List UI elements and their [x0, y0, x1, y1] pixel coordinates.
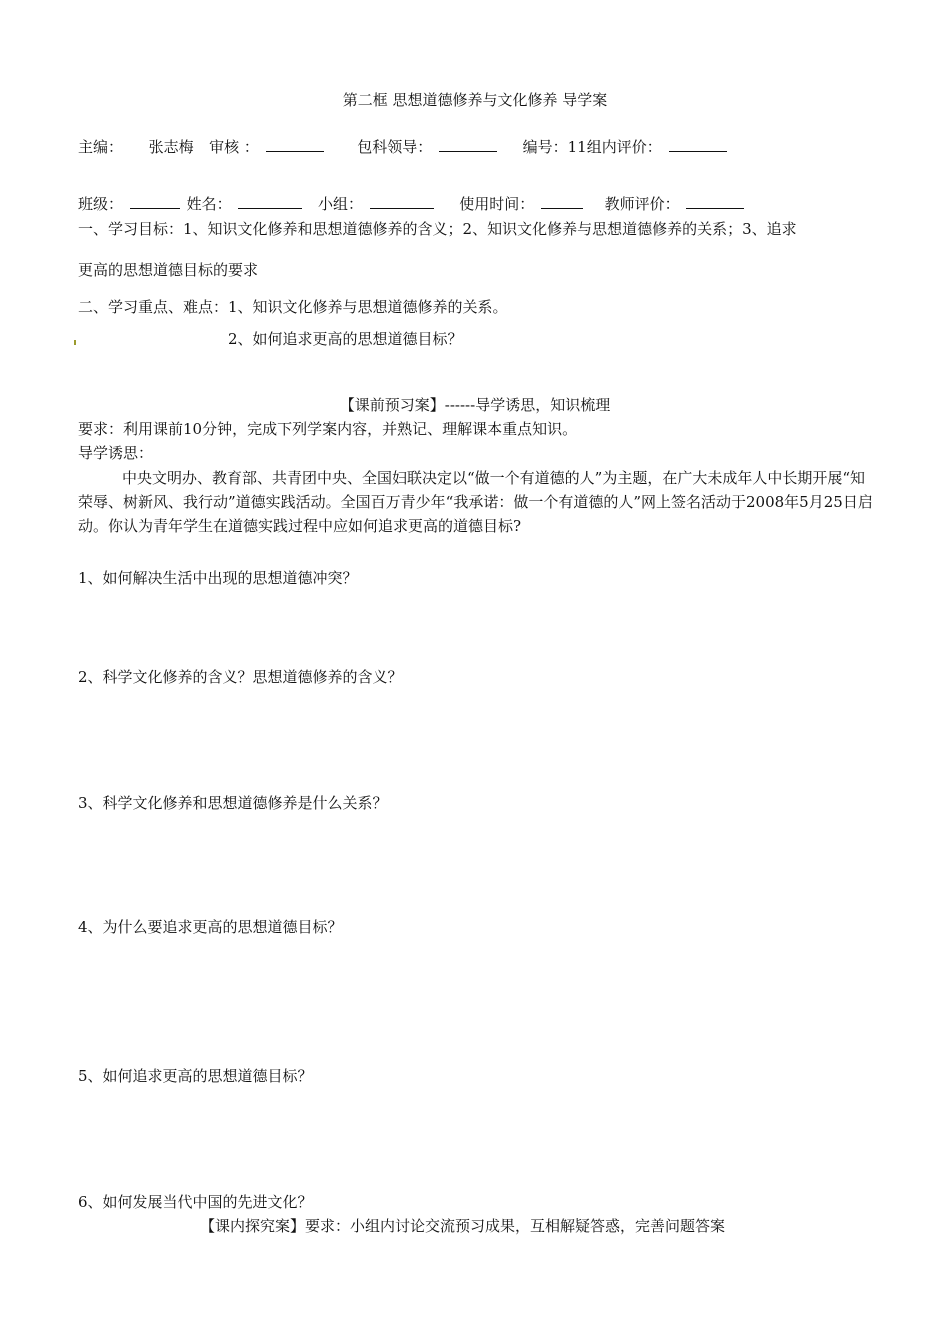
question-3: 3、科学文化修养和思想道德修养是什么关系？ — [78, 794, 388, 812]
header-row-2 — [78, 194, 746, 214]
reviewer-label: 审核 ： — [209, 138, 259, 156]
class-field[interactable] — [130, 194, 180, 209]
question-4: 4、为什么要追求更高的思想道德目标？ — [78, 918, 343, 936]
question-2: 2、科学文化修养的含义？思想道德修养的含义？ — [78, 668, 403, 686]
group-eval-field[interactable] — [669, 137, 727, 152]
name-field[interactable] — [238, 194, 302, 209]
preview-heading: 【课前预习案】------导学诱思，知识梳理 — [339, 396, 611, 414]
preview-requirement: 要求：利用课前10分钟，完成下列学案内容，并熟记、理解课本重点知识。 — [78, 420, 578, 438]
time-field[interactable] — [541, 194, 583, 209]
header-row-1 — [78, 137, 729, 157]
guide-text: 中央文明办、教育部、共青团中央、全国妇联决定以“做一个有道德的人”为主题，在广大未成年人中长期开展“知荣辱、树新风、我行动”道德实践活动。全国百万青少年“我承诺：做一个有道德的人”网上签名活动于2008年5月25日启动。你认为青年学生在道德实践过程中应如何追求更高的道德目标? — [78, 469, 873, 535]
objectives-line-1: 一、学习目标：1、知识文化修养和思想道德修养的含义；2、知识文化修养与思想道德修养的关系；3、追求 — [78, 220, 797, 238]
objectives-line-2: 更高的思想道德目标的要求 — [78, 261, 259, 279]
number-label: 编号：11组内评价： — [522, 138, 662, 156]
leader-label: 包科领导： — [357, 138, 433, 156]
stray-mark — [74, 340, 76, 345]
key-points-line-2: 2、如何追求更高的思想道德目标？ — [228, 330, 463, 348]
teacher-eval-field[interactable] — [686, 194, 744, 209]
group-label: 小组： — [317, 195, 363, 213]
editor-name: 张志梅 — [148, 138, 194, 156]
question-6: 6、如何发展当代中国的先进文化？ — [78, 1193, 313, 1211]
time-label: 使用时间： — [459, 195, 535, 213]
teacher-eval-label: 教师评价： — [604, 195, 680, 213]
leader-field[interactable] — [439, 137, 497, 152]
inclass-heading: 【课内探究案】要求：小组内讨论交流预习成果，互相解疑答惑，完善问题答案 — [200, 1217, 726, 1235]
class-label: 班级： — [78, 195, 124, 213]
question-1: 1、如何解决生活中出现的思想道德冲突？ — [78, 569, 358, 587]
page-title: 第二框 思想道德修养与文化修养 导学案 — [342, 91, 608, 109]
question-5: 5、如何追求更高的思想道德目标？ — [78, 1067, 313, 1085]
name-label: 姓名： — [186, 195, 232, 213]
reviewer-field[interactable] — [266, 137, 324, 152]
guide-label: 导学诱思： — [78, 444, 154, 462]
key-points-line-1: 二、学习重点、难点：1、知识文化修养与思想道德修养的关系。 — [78, 298, 508, 316]
editor-label: 主编： — [78, 138, 124, 156]
group-field[interactable] — [370, 194, 434, 209]
